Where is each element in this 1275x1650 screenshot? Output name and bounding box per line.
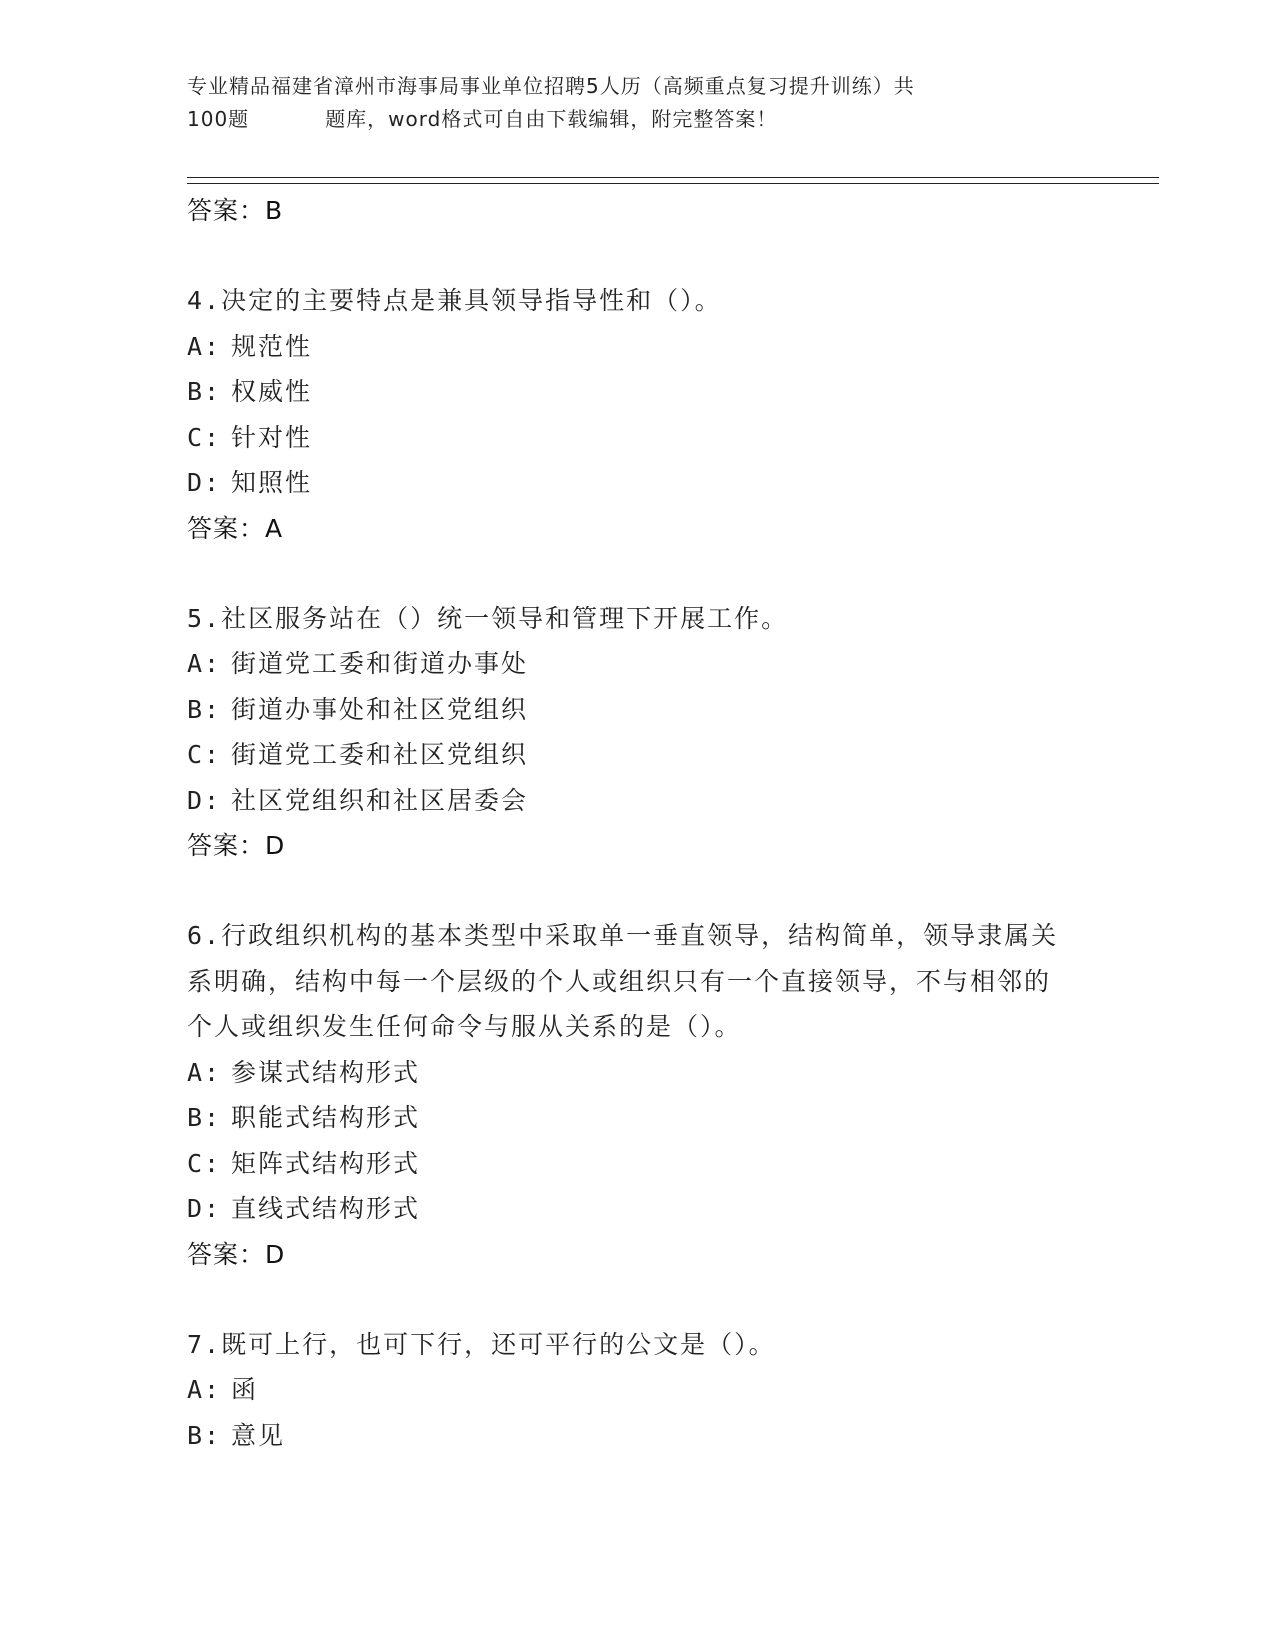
option-d: D: 知照性 — [187, 468, 313, 497]
document-body — [187, 188, 1087, 1458]
question-block — [187, 596, 1087, 914]
answer-line: 答案：D — [187, 831, 286, 860]
option-a: A: 参谋式结构形式 — [187, 1057, 421, 1087]
answer-line: 答案：A — [187, 513, 284, 543]
option-c: C: 街道党工委和社区党组织 — [187, 740, 529, 769]
header-description: 题库，word格式可自由下载编辑，附完整答案！ — [325, 107, 778, 131]
header-title-line2 — [187, 103, 1067, 136]
answer-line: 答案：D — [187, 1239, 286, 1269]
answer-line: 答案：B — [187, 196, 284, 225]
option-a: A: 函 — [187, 1375, 259, 1404]
header-title-line1: 专业精品福建省漳州市海事局事业单位招聘5人历（高频重点复习提升训练）共 — [187, 74, 915, 98]
option-d: D: 直线式结构形式 — [187, 1194, 421, 1223]
option-b: B: 职能式结构形式 — [187, 1103, 421, 1132]
option-a: A: 街道党工委和街道办事处 — [187, 649, 529, 678]
option-c: C: 矩阵式结构形式 — [187, 1148, 421, 1178]
option-b: B: 权威性 — [187, 377, 313, 406]
header-count: 100题 — [187, 107, 250, 131]
document-header — [187, 70, 1067, 136]
question-block — [187, 278, 1087, 596]
option-b: B: 街道办事处和社区党组织 — [187, 694, 529, 724]
option-d: D: 社区党组织和社区居委会 — [187, 785, 529, 815]
option-a: A: 规范性 — [187, 331, 313, 361]
question-block — [187, 1322, 1087, 1459]
question-block — [187, 913, 1087, 1322]
question-text: 4.决定的主要特点是兼具领导指导性和（）。 — [187, 286, 722, 315]
option-b: B: 意见 — [187, 1420, 286, 1450]
question-text: 5.社区服务站在（）统一领导和管理下开展工作。 — [187, 603, 789, 633]
header-rule-bottom — [187, 183, 1159, 184]
question-text: 7.既可上行，也可下行，还可平行的公文是（）。 — [187, 1329, 776, 1359]
option-c: C: 针对性 — [187, 422, 313, 452]
header-rule-top — [187, 177, 1159, 178]
question-text: 6.行政组织机构的基本类型中采取单一垂直领导，结构简单，领导隶属关系明确，结构中每一个层级的个人或组织只有一个直接领导，不与相邻的个人或组织发生任何命令与服从关系的是（）。 — [187, 921, 1059, 1041]
